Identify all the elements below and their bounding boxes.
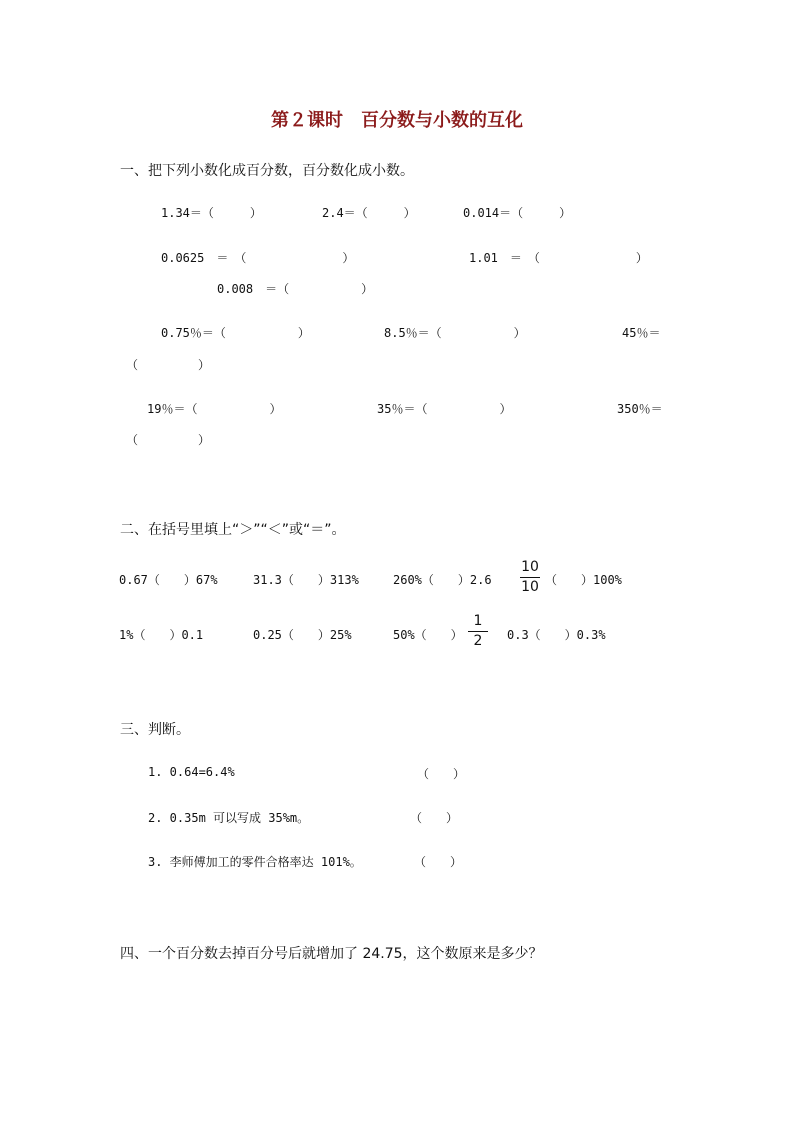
question-1-7: 0.75％＝（ ） (161, 326, 310, 340)
compare-2-2: 0.25（ ）25% (253, 628, 352, 642)
section-1-heading: 一、把下列小数化成百分数，百分数化成小数。 (120, 163, 414, 179)
section-4-heading: 四、一个百分数去掉百分号后就增加了 24.75，这个数原来是多少？ (120, 946, 543, 962)
judge-item-1-answer: （ ） (417, 767, 466, 781)
judge-item-2: 2. 0.35m 可以写成 35%m。 (148, 811, 310, 825)
question-1-9-answer: （ ） (126, 358, 211, 372)
fraction-denominator: 10 (521, 579, 539, 595)
question-1-6: 0.008 ＝（ ） (217, 282, 374, 296)
section-2-heading: 二、在括号里填上“＞”“＜”或“＝”。 (120, 522, 346, 538)
fraction-ten-tenths (520, 559, 540, 596)
question-1-11: 35％＝（ ） (377, 402, 512, 416)
compare-1-1: 0.67（ ）67% (119, 573, 218, 587)
question-1-12-answer: （ ） (126, 433, 211, 447)
judge-item-1: 1. 0.64=6.4% (148, 765, 235, 779)
question-1-9: 45％＝ (622, 326, 661, 340)
fraction-numerator: 10 (521, 559, 539, 575)
fraction-bar (468, 631, 488, 632)
question-1-10: 19％＝（ ） (147, 402, 282, 416)
page-title: 第２课时 百分数与小数的互化 (271, 110, 523, 131)
judge-item-2-answer: （ ） (410, 811, 459, 825)
question-1-5: 1.01 ＝ （ ） (469, 251, 648, 265)
compare-1-3: 260%（ ）2.6 (393, 573, 492, 587)
fraction-denominator: 2 (473, 633, 483, 649)
section-3-heading: 三、判断。 (120, 722, 190, 738)
fraction-bar (520, 577, 540, 578)
question-1-3: 0.014＝（ ） (463, 206, 572, 220)
compare-2-3: 50%（ ） (393, 628, 463, 642)
compare-1-4: （ ）100% (545, 573, 622, 587)
fraction-numerator: 1 (473, 613, 483, 629)
question-1-1: 1.34＝（ ） (161, 206, 262, 220)
judge-item-3-answer: （ ） (414, 855, 463, 869)
fraction-one-half (468, 613, 488, 650)
question-1-12: 350％＝ (617, 402, 663, 416)
compare-2-1: 1%（ ）0.1 (119, 628, 204, 642)
judge-item-3: 3. 李师傅加工的零件合格率达 101%。 (148, 855, 362, 869)
compare-2-4: 0.3（ ）0.3% (507, 628, 606, 642)
compare-1-2: 31.3（ ）313% (253, 573, 359, 587)
question-1-4: 0.0625 ＝ （ ） (161, 251, 355, 265)
question-1-8: 8.5％＝（ ） (384, 326, 526, 340)
question-1-2: 2.4＝（ ） (322, 206, 416, 220)
